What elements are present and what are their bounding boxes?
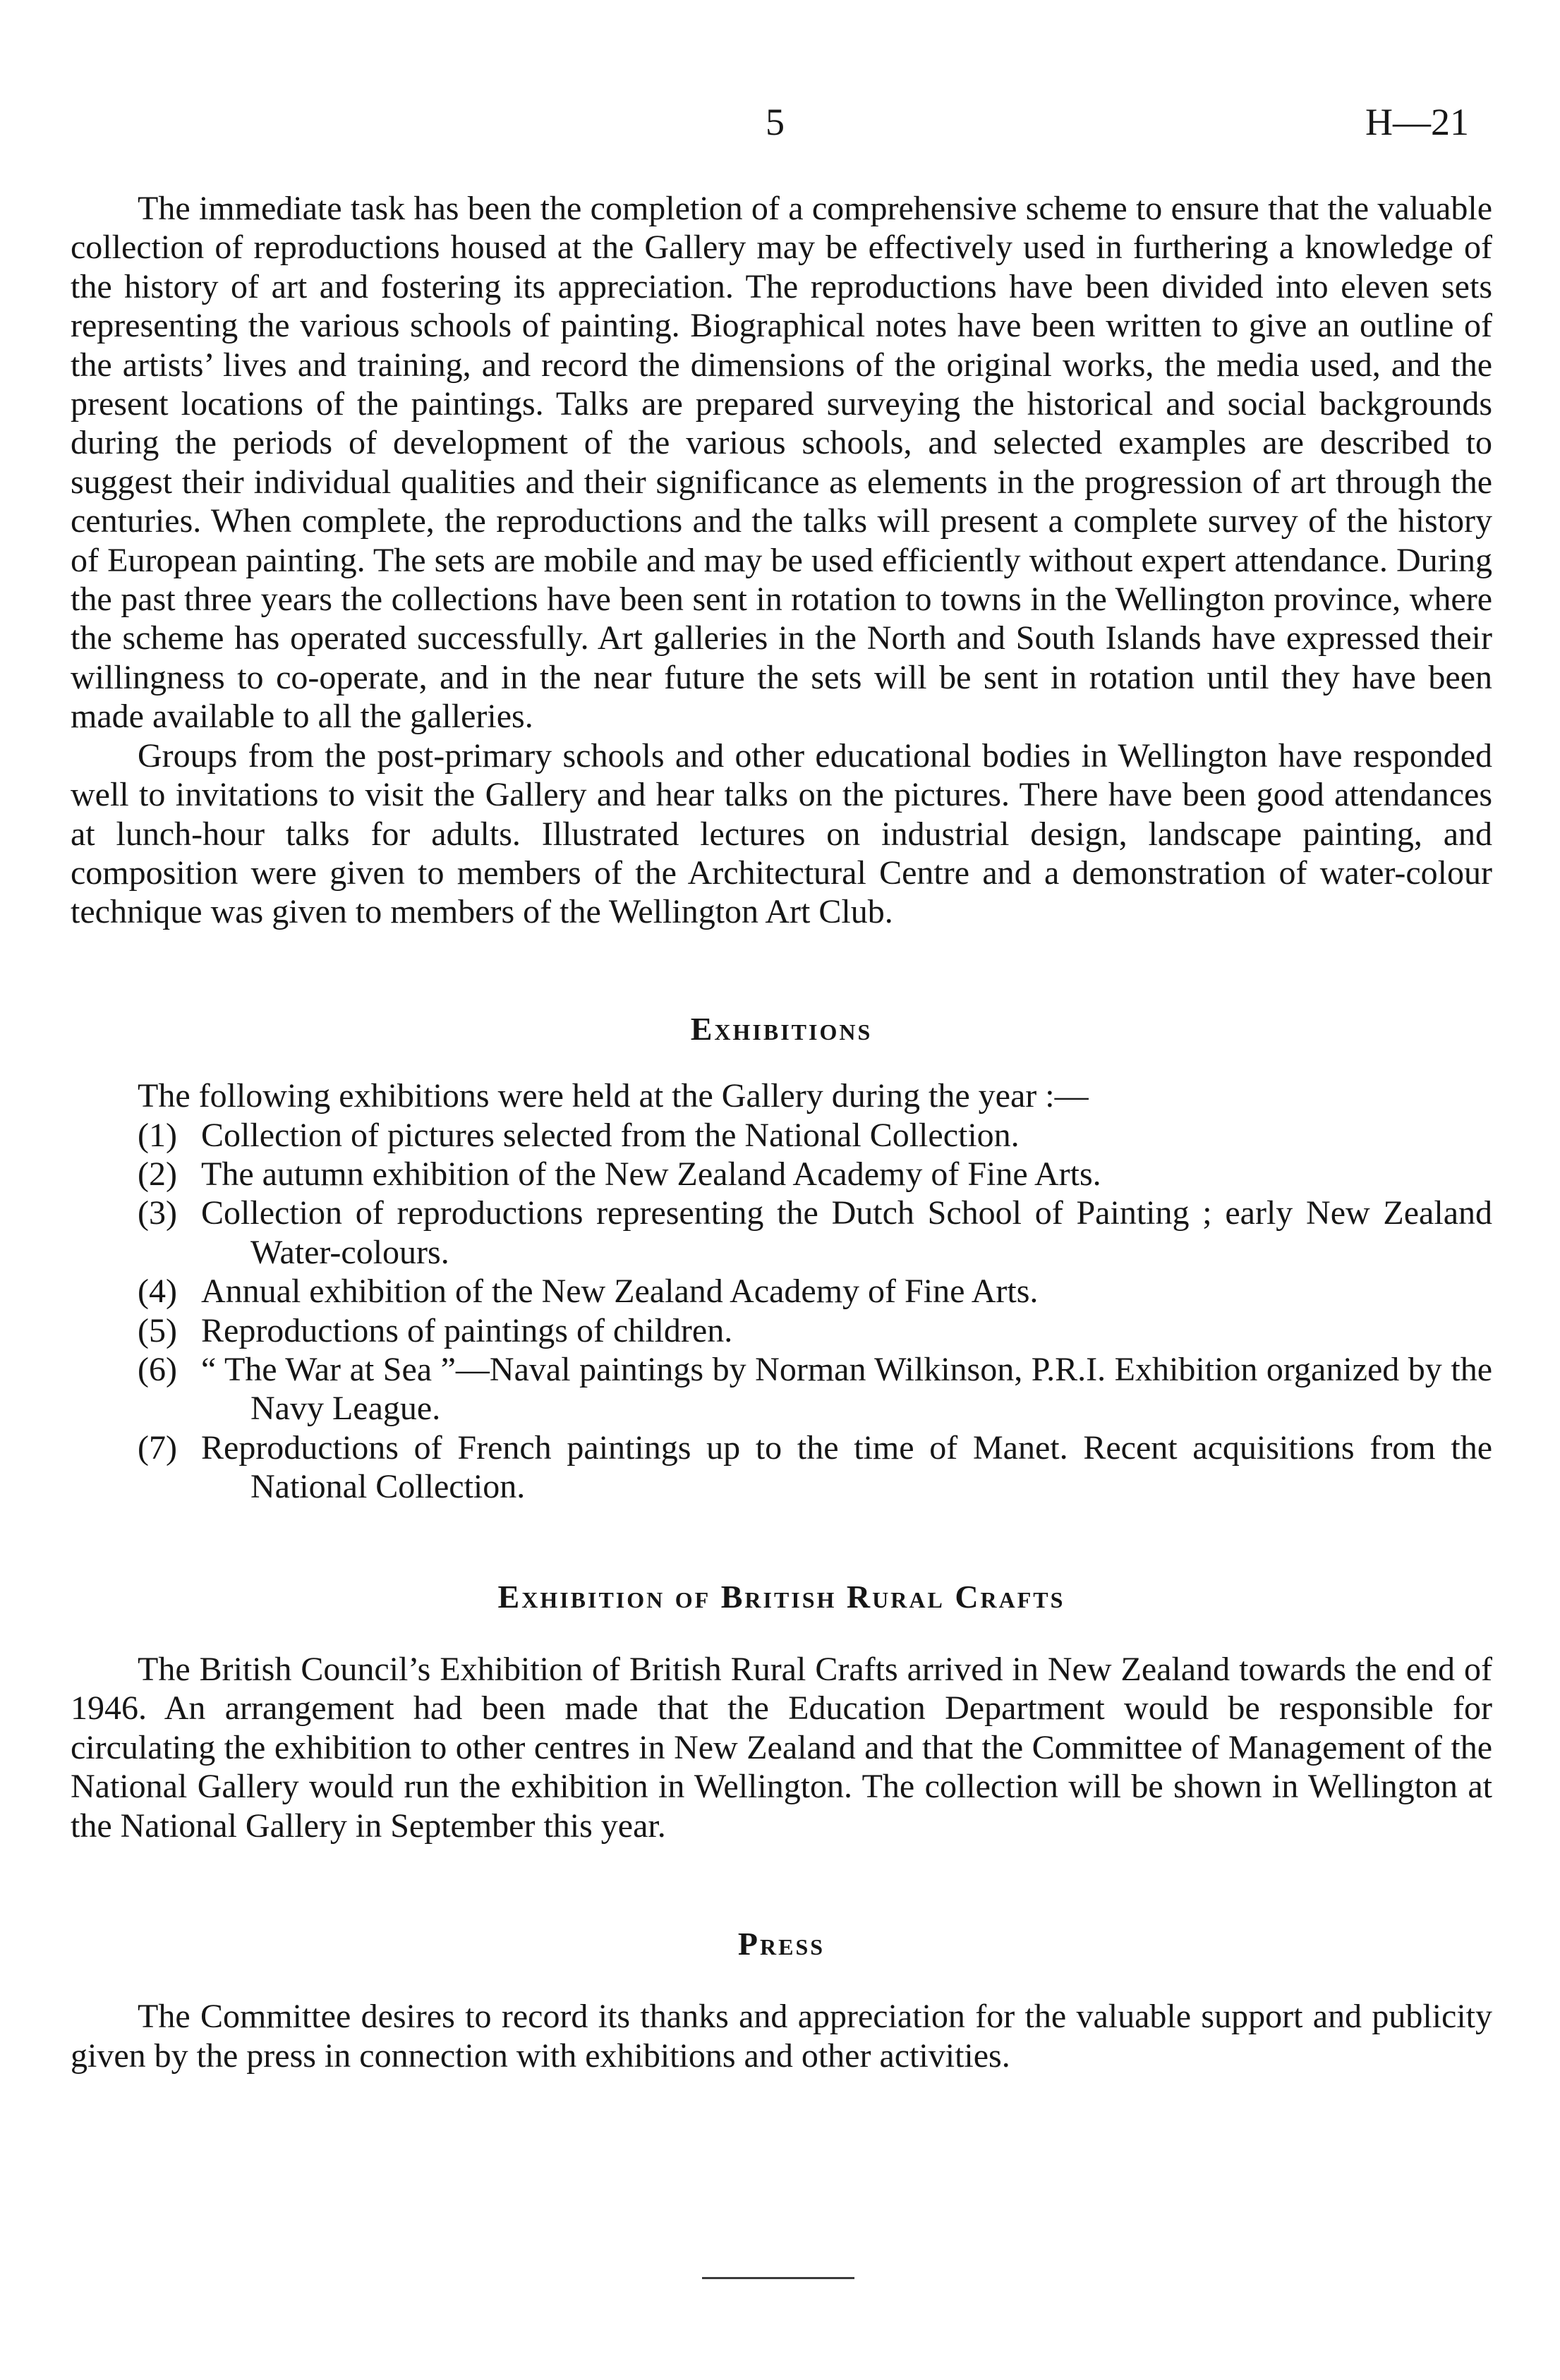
item-text: Reproductions of French paintings up to the time of Manet. Recent acquisitions from the National Collection.	[201, 1428, 1492, 1506]
exhibition-item	[71, 1116, 1492, 1155]
press-paragraph: The Committee desires to record its thanks and appreciation for the valuable support and publicity given by the press in connection with exhibitions and other activities.	[71, 1998, 1492, 2075]
exhibitions-list	[71, 1116, 1492, 1507]
rural-crafts-heading: Exhibition of British Rural Crafts	[497, 1578, 1065, 1615]
page-number: 5	[766, 101, 785, 143]
page-header	[0, 97, 1560, 147]
exhibition-item	[71, 1272, 1492, 1311]
exhibitions-heading: Exhibitions	[690, 1010, 873, 1047]
item-number: (5)	[138, 1311, 177, 1349]
document-code: H—21	[1365, 101, 1469, 143]
intro-paragraph-1: The immediate task has been the completion of a comprehensive scheme to ensure that the valuable collection of reproductions housed at the Gallery may be effectively used in furthering a knowledge of the history of art and fostering its appreciation. The reproductions have been divided into eleven sets representing the various schools of painting. Biographical notes have been written to give an outline of the artists’ lives and training, and record the dimensions of the original works, the media used, and the present locations of the paintings. Talks are prepared surveying the historical and social backgrounds during the periods of development of the various schools, and selected examples are described to suggest their individual qualities and their significance as elements in the progression of art through the centuries. When complete, the reproductions and the talks will present a complete survey of the history of European painting. The sets are mobile and may be used efficiently without expert attendance. During the past three years the collections have been sent in rotation to towns in the Wellington province, where the scheme has operated successfully. Art galleries in the North and South Islands have expressed their willingness to co-operate, and in the near future the sets will be sent in rotation until they have been made available to all the galleries.	[71, 190, 1492, 736]
exhibitions-intro: The following exhibitions were held at the Gallery during the year :—	[138, 1077, 1089, 1115]
item-text: Annual exhibition of the New Zealand Academy of Fine Arts.	[201, 1273, 1039, 1311]
intro-paragraph-2: Groups from the post-primary schools and other educational bodies in Wellington have responded well to invitations to visit the Gallery and hear talks on the pictures. There have been good attendances at lunch-hour talks for adults. Illustrated lectures on industrial design, landscape painting, and composition were given to members of the Architectural Centre and a demonstration of water-colour technique was given to members of the Wellington Art Club.	[71, 736, 1492, 931]
press-heading: Press	[737, 1926, 826, 1962]
exhibition-item	[71, 1428, 1492, 1507]
item-number: (7)	[138, 1428, 177, 1467]
item-number: (1)	[138, 1116, 177, 1154]
item-number: (4)	[138, 1273, 177, 1311]
item-text: Collection of pictures selected from the National Collection.	[201, 1116, 1020, 1154]
item-text: The autumn exhibition of the New Zealand Academy of Fine Arts.	[201, 1155, 1101, 1193]
item-number: (6)	[138, 1350, 177, 1388]
page-content	[71, 189, 1492, 2075]
item-number: (3)	[138, 1194, 177, 1232]
item-text: Collection of reproductions representing the Dutch School of Painting ; early New Zealand Water-colours.	[201, 1194, 1492, 1271]
item-text: “ The War at Sea ”—Naval paintings by Norman Wilkinson, P.R.I. Exhibition organized by the Navy League.	[201, 1350, 1492, 1428]
rural-crafts-paragraph: The British Council’s Exhibition of British Rural Crafts arrived in New Zealand towards the end of 1946. An arrangement had been made that the Education Department would be responsible for circulating the exhibition to other centres in New Zealand and that the Committee of Management of the National Gallery would run the exhibition in Wellington. The collection will be shown in Wellington at the National Gallery in September this year.	[71, 1651, 1492, 1845]
item-number: (2)	[138, 1155, 177, 1193]
item-text: Reproductions of paintings of children.	[201, 1311, 733, 1349]
exhibition-item	[71, 1350, 1492, 1428]
end-rule	[702, 2277, 854, 2279]
exhibition-item	[71, 1194, 1492, 1272]
exhibition-item	[71, 1311, 1492, 1350]
exhibition-item	[71, 1155, 1492, 1194]
